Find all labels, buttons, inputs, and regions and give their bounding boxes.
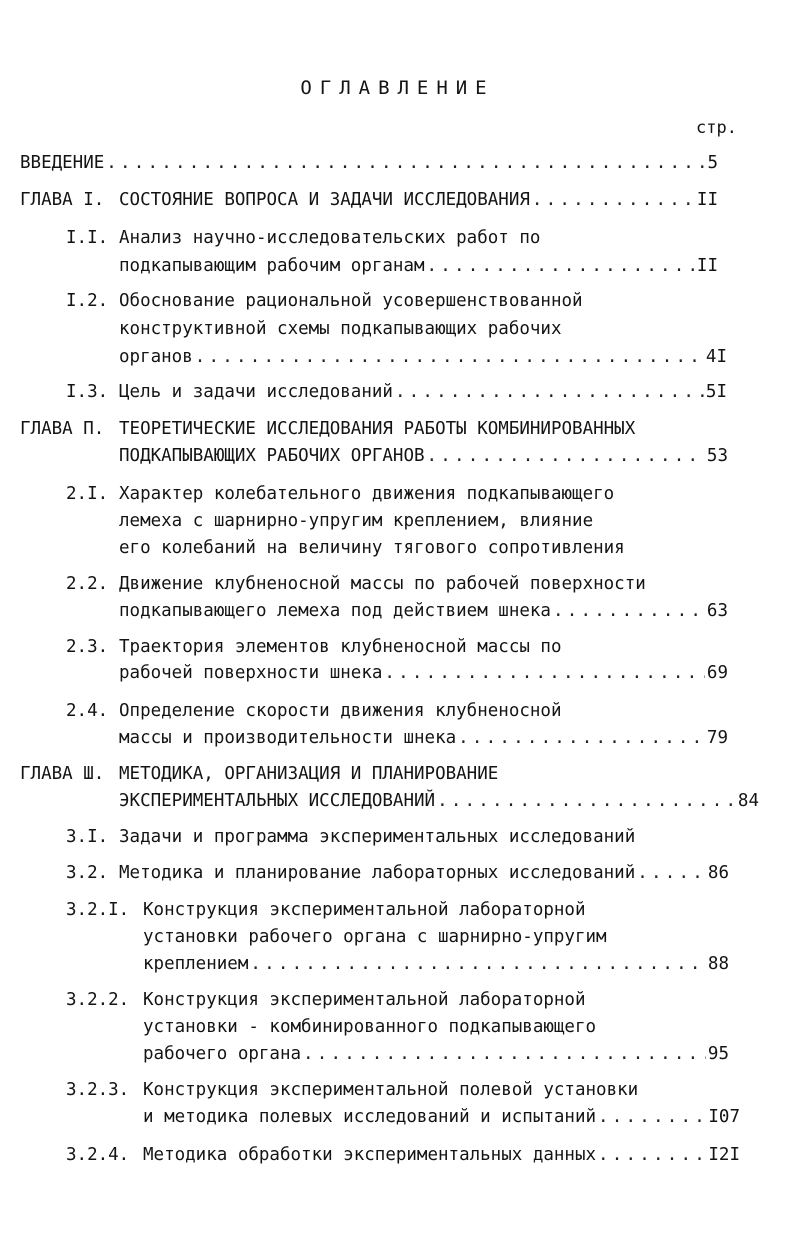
entry-title: Анализ научно-исследовательских работ по xyxy=(119,228,541,248)
chapter-number: ГЛАВА П. xyxy=(20,419,105,439)
entry-title: Характер колебательного движения подкапывающего xyxy=(119,484,615,504)
section-number: 2.3. xyxy=(66,637,109,657)
section-number: I.2. xyxy=(66,291,109,311)
toc-entry-line[interactable] xyxy=(119,727,728,749)
entry-title: Задачи и программа экспериментальных исследований xyxy=(119,827,636,847)
entry-page: 5I xyxy=(705,382,727,402)
section-number: 2.2. xyxy=(66,574,109,594)
entry-title: Определение скорости движения клубненосной xyxy=(119,701,562,721)
dot-leader xyxy=(553,600,705,622)
toc-entry-line[interactable] xyxy=(119,290,583,312)
entry-title: установки - комбинированного подкапывающего xyxy=(143,1017,597,1037)
entry-title: подкапывающего лемеха под действием шнека xyxy=(119,601,551,621)
toc-entry-line[interactable] xyxy=(143,899,586,921)
page-column-label: стр. xyxy=(696,118,737,138)
dot-leader xyxy=(427,445,705,467)
toc-entry-line[interactable] xyxy=(119,255,718,277)
toc-entry-line[interactable] xyxy=(119,826,635,848)
entry-page: 4I xyxy=(705,347,727,367)
toc-entry-line[interactable] xyxy=(143,989,586,1011)
entry-title: ТЕОРЕТИЧЕСКИЕ ИССЛЕДОВАНИЯ РАБОТЫ КОМБИНИРОВАННЫХ xyxy=(119,419,636,439)
toc-entry-line[interactable] xyxy=(119,537,625,559)
section-number: I.I. xyxy=(66,228,109,248)
entry-page: 84 xyxy=(737,791,759,811)
section-number: 3.I. xyxy=(66,827,109,847)
dot-leader xyxy=(384,662,705,684)
entry-title: подкапывающим рабочим органам xyxy=(119,256,425,276)
toc-entry-line[interactable] xyxy=(119,445,728,467)
section-number: 2.I. xyxy=(66,484,109,504)
toc-entry-line[interactable] xyxy=(119,573,646,595)
toc-entry-line[interactable] xyxy=(119,700,562,722)
entry-title: и методика полевых исследований и испытаний xyxy=(143,1107,597,1127)
chapter-number: ГЛАВА I. xyxy=(20,190,105,210)
entry-title: Конструкция экспериментальной лабораторной xyxy=(143,900,586,920)
toc-entry-line[interactable] xyxy=(119,763,498,785)
entry-page: II xyxy=(696,190,718,210)
entry-page: II xyxy=(696,256,718,276)
entry-title: рабочего органа xyxy=(143,1044,302,1064)
entry-title: креплением xyxy=(143,954,249,974)
dot-leader xyxy=(303,1043,706,1065)
toc-entry-line[interactable] xyxy=(143,1106,740,1128)
toc-entry-line[interactable] xyxy=(119,662,728,684)
subsection-number: 3.2.4. xyxy=(66,1145,130,1165)
dot-leader xyxy=(250,953,706,975)
toc-entry-line[interactable] xyxy=(143,1016,596,1038)
page-title: ОГЛАВЛЕНИЕ xyxy=(300,77,495,99)
entry-page: I2I xyxy=(708,1145,740,1165)
entry-page: 63 xyxy=(706,601,728,621)
toc-entry-line[interactable] xyxy=(119,790,759,812)
entry-title: конструктивной схемы подкапывающих рабочих xyxy=(119,319,562,339)
dot-leader xyxy=(458,727,705,749)
dot-leader xyxy=(598,1106,706,1128)
section-number: 2.4. xyxy=(66,701,109,721)
toc-entry-line[interactable] xyxy=(143,926,607,948)
toc-entry-line[interactable] xyxy=(119,318,562,340)
entry-title: Конструкция экспериментальной лабораторной xyxy=(143,990,586,1010)
section-number: I.3. xyxy=(66,382,109,402)
toc-entry-line[interactable] xyxy=(143,953,729,975)
toc-entry-line[interactable] xyxy=(119,418,635,440)
toc-entry-introduction[interactable] xyxy=(20,152,718,174)
toc-entry-line[interactable] xyxy=(143,1144,740,1166)
entry-title: Обоснование рациональной усовершенствованной xyxy=(119,291,583,311)
toc-entry-line[interactable] xyxy=(119,600,728,622)
entry-title: Траектория элементов клубненосной массы по xyxy=(119,637,562,657)
entry-title: МЕТОДИКА, ОРГАНИЗАЦИЯ И ПЛАНИРОВАНИЕ xyxy=(119,764,499,784)
entry-page: 86 xyxy=(707,863,729,883)
entry-page: 95 xyxy=(707,1044,729,1064)
toc-entry-line[interactable] xyxy=(119,510,593,532)
entry-page: 5 xyxy=(707,153,718,173)
entry-page: 79 xyxy=(706,728,728,748)
dot-leader xyxy=(637,862,706,884)
entry-title: массы и производительности шнека xyxy=(119,728,457,748)
entry-title: Конструкция экспериментальной полевой установки xyxy=(143,1080,639,1100)
toc-entry-line[interactable] xyxy=(119,483,614,505)
toc-entry-line[interactable] xyxy=(119,862,729,884)
toc-entry-line[interactable] xyxy=(143,1079,638,1101)
toc-entry-line[interactable] xyxy=(119,636,562,658)
entry-page: 53 xyxy=(706,446,728,466)
toc-entry-line[interactable] xyxy=(119,381,727,403)
entry-title: Цель и задачи исследований xyxy=(119,382,393,402)
chapter-number: ГЛАВА Ш. xyxy=(20,764,105,784)
entry-title: Движение клубненосной массы по рабочей поверхности xyxy=(119,574,646,594)
dot-leader xyxy=(427,255,695,277)
entry-title: установки рабочего органа с шарнирно-упругим xyxy=(143,927,607,947)
dot-leader xyxy=(598,1144,706,1166)
dot-leader xyxy=(195,346,704,368)
entry-page: 88 xyxy=(707,954,729,974)
entry-title: лемеха с шарнирно-упругим креплением, влияние xyxy=(119,511,594,531)
entry-page: I07 xyxy=(708,1107,740,1127)
entry-title: СОСТОЯНИЕ ВОПРОСА И ЗАДАЧИ ИССЛЕДОВАНИЯ xyxy=(119,190,530,210)
dot-leader xyxy=(395,381,704,403)
entry-title: ПОДКАПЫВАЮЩИХ РАБОЧИХ ОРГАНОВ xyxy=(119,446,425,466)
entry-title: Методика и планирование лабораторных исследований xyxy=(119,863,636,883)
toc-entry-line[interactable] xyxy=(119,227,540,249)
entry-title: Методика обработки экспериментальных данных xyxy=(143,1145,597,1165)
dot-leader xyxy=(106,152,705,174)
subsection-number: 3.2.2. xyxy=(66,990,130,1010)
entry-title: органов xyxy=(119,347,193,367)
section-number: 3.2. xyxy=(66,863,109,883)
dot-leader xyxy=(437,790,736,812)
toc-entry-line[interactable] xyxy=(143,1043,729,1065)
entry-page: 69 xyxy=(706,663,728,683)
entry-title: ЭКСПЕРИМЕНТАЛЬНЫХ ИССЛЕДОВАНИЙ xyxy=(119,791,436,811)
toc-entry-line[interactable] xyxy=(119,346,727,368)
dot-leader xyxy=(532,189,695,211)
subsection-number: 3.2.I. xyxy=(66,900,130,920)
entry-title: его колебаний на величину тягового сопротивления xyxy=(119,538,625,558)
entry-title: рабочей поверхности шнека xyxy=(119,663,383,683)
subsection-number: 3.2.3. xyxy=(66,1080,130,1100)
entry-title: ВВЕДЕНИЕ xyxy=(20,153,105,173)
toc-entry-chapter-1[interactable] xyxy=(119,189,718,211)
